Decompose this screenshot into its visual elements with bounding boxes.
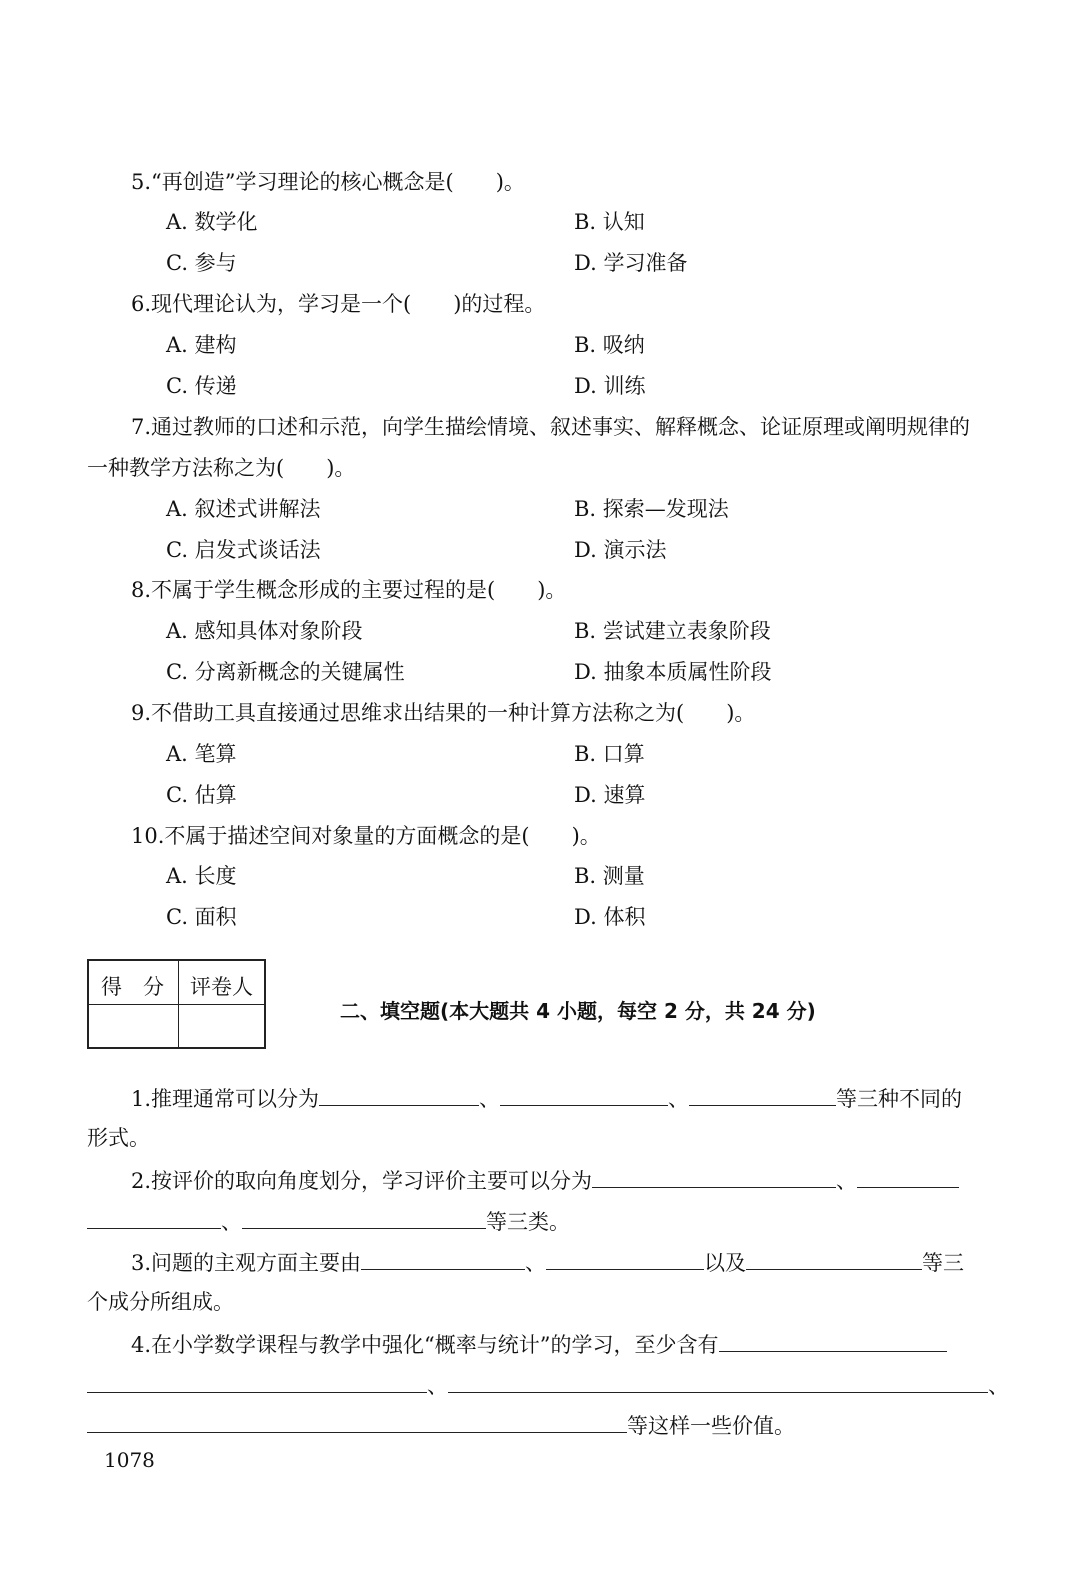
question-9-option-c: C. 估算 — [166, 783, 237, 807]
answer-blank[interactable] — [87, 1374, 427, 1393]
question-9-stem: 9.不借助工具直接通过思维求出结果的一种计算方法称之为( )。 — [131, 701, 756, 725]
question-6-option-c: C. 传递 — [166, 374, 237, 398]
question-10-option-b: B. 测量 — [574, 864, 645, 888]
fill-q4-tail: 等这样一些价值。 — [627, 1414, 795, 1438]
question-5-option-b: B. 认知 — [574, 210, 645, 234]
answer-blank[interactable] — [546, 1251, 704, 1270]
score-table — [87, 959, 266, 1049]
fill-q4-continued — [87, 1374, 1009, 1397]
question-6-option-b: B. 吸纳 — [574, 333, 645, 357]
question-10-option-c: C. 面积 — [166, 905, 237, 929]
answer-blank[interactable] — [319, 1087, 479, 1106]
question-5-option-d: D. 学习准备 — [574, 251, 688, 275]
question-5-option-a: A. 数学化 — [166, 210, 258, 234]
fill-q1-text: 1.推理通常可以分为 — [131, 1087, 320, 1111]
answer-blank[interactable] — [87, 1210, 221, 1229]
fill-question-4 — [131, 1333, 947, 1356]
fill-q3-continued: 个成分所组成。 — [87, 1290, 234, 1314]
fill-q2-continued — [87, 1210, 570, 1233]
question-8-option-c: C. 分离新概念的关键属性 — [166, 660, 405, 684]
answer-blank[interactable] — [857, 1169, 959, 1188]
fill-q2-text: 2.按评价的取向角度划分，学习评价主要可以分为 — [131, 1169, 593, 1193]
table-divider-vertical — [178, 961, 179, 1047]
fill-q2-sep2: 、 — [221, 1210, 242, 1234]
fill-q3-text: 3.问题的主观方面主要由 — [131, 1251, 362, 1275]
answer-blank[interactable] — [592, 1169, 836, 1188]
question-8-stem: 8.不属于学生概念形成的主要过程的是( )。 — [131, 578, 567, 602]
question-9-option-a: A. 笔算 — [166, 742, 237, 766]
question-10-stem: 10.不属于描述空间对象量的方面概念的是( )。 — [131, 824, 601, 848]
fill-q1-continued: 形式。 — [87, 1126, 150, 1150]
fill-q4-final — [87, 1414, 795, 1437]
fill-question-3 — [131, 1251, 964, 1274]
fill-question-1 — [131, 1087, 962, 1110]
question-7-stem-continued: 一种教学方法称之为( )。 — [87, 456, 356, 480]
fill-q4-sep2: 、 — [988, 1374, 1009, 1398]
question-7-option-b: B. 探索—发现法 — [574, 497, 729, 521]
question-8-option-b: B. 尝试建立表象阶段 — [574, 619, 771, 643]
answer-blank[interactable] — [719, 1333, 947, 1352]
answer-blank[interactable] — [500, 1087, 668, 1106]
answer-blank[interactable] — [361, 1251, 525, 1270]
answer-blank[interactable] — [87, 1414, 627, 1433]
question-5-option-c: C. 参与 — [166, 251, 237, 275]
table-divider-horizontal — [89, 1004, 264, 1005]
fill-q1-tail: 等三种不同的 — [836, 1087, 963, 1111]
question-7-option-c: C. 启发式谈话法 — [166, 538, 321, 562]
fill-q4-text: 4.在小学数学课程与教学中强化“概率与统计”的学习，至少含有 — [131, 1333, 719, 1357]
fill-q3-sep1: 、 — [525, 1251, 547, 1275]
grader-label: 评卷人 — [190, 975, 253, 999]
question-5-stem: 5.“再创造”学习理论的核心概念是( )。 — [131, 170, 525, 194]
fill-question-2 — [131, 1169, 959, 1192]
score-label: 得 分 — [101, 975, 164, 999]
question-6-stem: 6.现代理论认为，学习是一个( )的过程。 — [131, 292, 546, 316]
fill-q3-mid: 以及 — [704, 1251, 747, 1275]
question-9-option-b: B. 口算 — [574, 742, 645, 766]
question-10-option-a: A. 长度 — [166, 864, 237, 888]
question-8-option-d: D. 抽象本质属性阶段 — [574, 660, 772, 684]
fill-q3-tail: 等三 — [922, 1251, 965, 1275]
question-10-option-d: D. 体积 — [574, 905, 646, 929]
question-9-option-d: D. 速算 — [574, 783, 646, 807]
question-7-option-d: D. 演示法 — [574, 538, 667, 562]
question-6-option-d: D. 训练 — [574, 374, 646, 398]
question-7-stem: 7.通过教师的口述和示范，向学生描绘情境、叙述事实、解释概念、论证原理或阐明规律的 — [131, 415, 971, 439]
fill-q1-sep1: 、 — [479, 1087, 501, 1111]
question-8-option-a: A. 感知具体对象阶段 — [166, 619, 363, 643]
answer-blank[interactable] — [448, 1374, 988, 1393]
answer-blank[interactable] — [689, 1087, 836, 1106]
page-number: 1078 — [104, 1448, 155, 1472]
fill-q1-sep2: 、 — [668, 1087, 690, 1111]
fill-q4-sep1: 、 — [427, 1374, 448, 1398]
fill-q2-tail: 等三类。 — [486, 1210, 570, 1234]
question-6-option-a: A. 建构 — [166, 333, 237, 357]
answer-blank[interactable] — [746, 1251, 922, 1270]
fill-q2-sep1: 、 — [836, 1169, 858, 1193]
section-2-title: 二、填空题(本大题共 4 小题，每空 2 分，共 24 分) — [340, 999, 816, 1023]
answer-blank[interactable] — [242, 1210, 486, 1229]
question-7-option-a: A. 叙述式讲解法 — [166, 497, 321, 521]
